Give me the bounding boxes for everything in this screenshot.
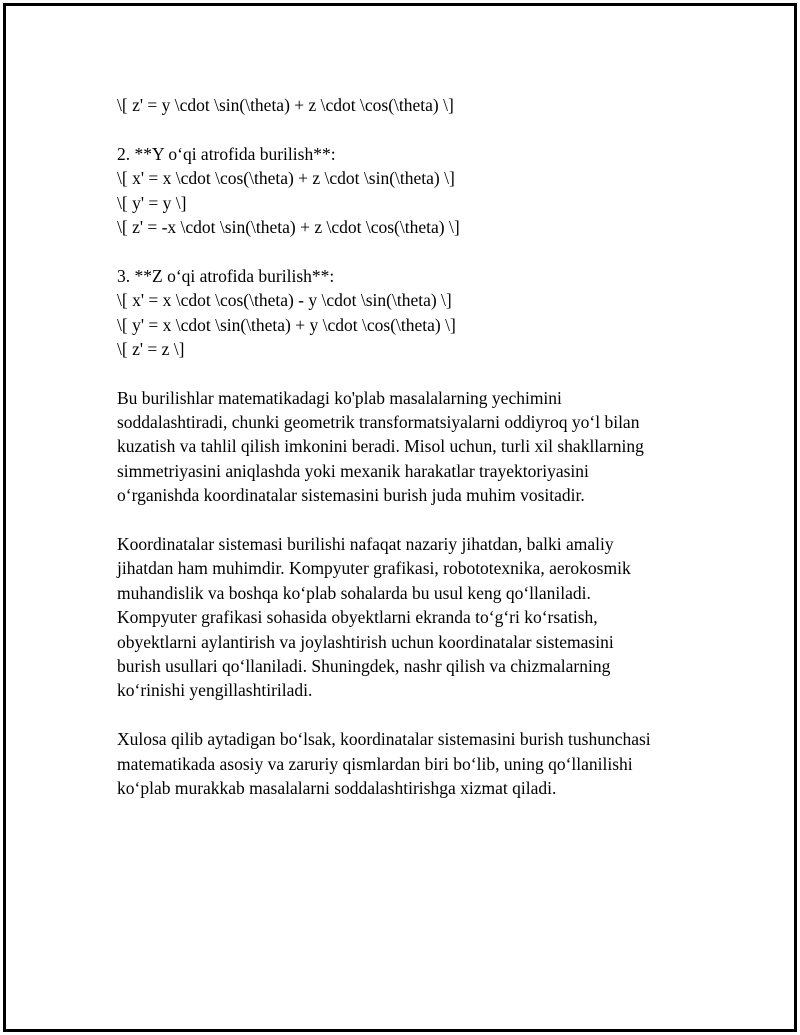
paragraph-line: burish usullari qo‘llaniladi. Shuningdek, nashr qilish va chizmalarning [117,655,611,676]
blank-line [117,117,717,141]
paragraph-line: ko‘rinishi yengillashtiriladi. [117,680,313,701]
paragraph-line: ko‘plab murakkab masalalarni soddalashtirishga xizmat qiladi. [117,777,557,798]
paragraph-line: Koordinatalar sistemasi burilishi nafaqat nazariy jihatdan, balki amaliy [117,534,614,555]
paragraph-line: kuzatish va tahlil qilish imkonini beradi. Misol uchun, turli xil shakllarning [117,436,644,457]
document-body [117,93,717,800]
blank-line [117,239,717,263]
blank-line [117,703,717,727]
paragraph-line: obyektlarni aylantirish va joylashtirish uchun koordinatalar sistemasini [117,631,614,652]
section-heading-y-rotation: 2. **Y o‘qi atrofida burilish**: [117,143,336,164]
paragraph-applications [117,532,717,703]
blank-line [117,361,717,385]
paragraph-line: Bu burilishlar matematikadagi ko'plab masalalarning yechimini [117,387,562,408]
formula-z-prime-z-rotation: \[ z' = z \] [117,338,185,359]
formula-x-prime-y-rotation: \[ x' = x \cdot \cos(\theta) + z \cdot \sin(\theta) \] [117,168,455,189]
formula-z-prime-y-rotation: \[ z' = -x \cdot \sin(\theta) + z \cdot \cos(\theta) \] [117,216,460,237]
paragraph-conclusion [117,727,717,800]
paragraph-line: o‘rganishda koordinatalar sistemasini burish juda muhim vositadir. [117,485,585,506]
blank-line [117,508,717,532]
paragraph-line: matematikada asosiy va zaruriy qismlardan biri bo‘lib, uning qo‘llanilishi [117,753,633,774]
formula-y-prime-y-rotation: \[ y' = y \] [117,192,187,213]
formula-z-prime-x-rotation: \[ z' = y \cdot \sin(\theta) + z \cdot \cos(\theta) \] [117,95,454,115]
paragraph-line: Kompyuter grafikasi sohasida obyektlarni ekranda to‘g‘ri ko‘rsatish, [117,607,598,628]
paragraph-line: jihatdan ham muhimdir. Kompyuter grafikasi, robototexnika, aerokosmik [117,558,631,579]
formula-y-prime-z-rotation: \[ y' = x \cdot \sin(\theta) + y \cdot \cos(\theta) \] [117,314,456,335]
paragraph-line: simmetriyasini aniqlashda yoki mexanik harakatlar trayektoriyasini [117,460,589,481]
paragraph-line: Xulosa qilib aytadigan bo‘lsak, koordinatalar sistemasini burish tushunchasi [117,729,651,750]
paragraph-line: soddalashtiradi, chunki geometrik transformatsiyalarni oddiyroq yo‘l bilan [117,412,640,433]
paragraph-line: muhandislik va boshqa ko‘plab sohalarda bu usul keng qo‘llaniladi. [117,582,591,603]
section-heading-z-rotation: 3. **Z o‘qi atrofida burilish**: [117,265,335,286]
formula-x-prime-z-rotation: \[ x' = x \cdot \cos(\theta) - y \cdot \sin(\theta) \] [117,290,452,311]
paragraph-simplification [117,386,717,508]
